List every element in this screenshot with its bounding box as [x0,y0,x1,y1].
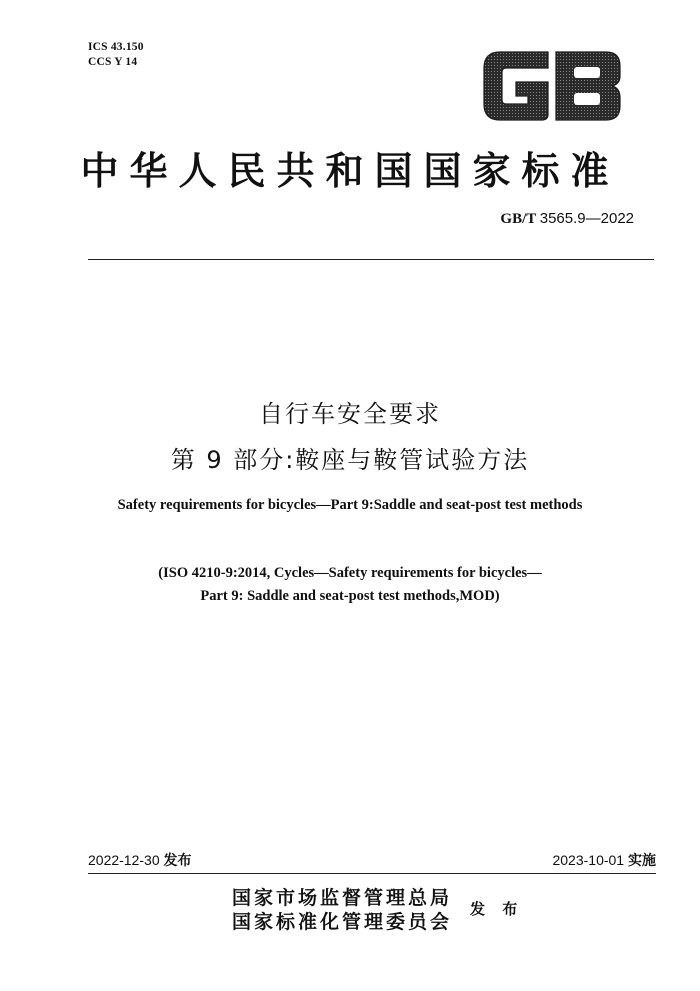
standard-code: 3565.9—2022 [539,210,634,227]
ccs-code: CCS Y 14 [88,56,138,68]
national-standard-title: 中华人民共和国国家标准 [80,148,620,193]
standard-prefix: GB/T [500,211,536,227]
ics-code: ICS 43.150 [88,41,144,53]
issuer-line1: 国家市场监督管理总局 [232,887,453,909]
title-en: Safety requirements for bicycles—Part 9:Saddle and seat-post test methods [117,497,583,513]
standard-number [500,210,634,228]
issuer-line2: 国家标准化管理委员会 [232,911,453,933]
issue-date-label: 发布 [163,853,192,869]
iso-reference-line1: (ISO 4210-9:2014, Cycles—Safety requirements for bicycles— [158,565,542,581]
gb-logo-icon [478,46,626,126]
publish-label: 发 布 [470,900,524,918]
issuing-authorities [232,886,452,934]
classification-codes [88,40,144,70]
title-cn-line2: 第 9 部分:鞍座与鞍管试验方法 [170,446,530,474]
iso-reference-line2: Part 9: Saddle and seat-post test methods,MOD) [200,588,500,604]
effective-date-label: 实施 [628,853,656,869]
issue-date [88,850,192,870]
effective-date-value: 2023-10-01 [552,852,625,868]
footer-divider [88,873,656,874]
effective-date [552,850,656,870]
title-cn-line1: 自行车安全要求 [259,400,441,428]
header-divider [88,259,654,260]
issue-date-value: 2022-12-30 [88,852,160,868]
